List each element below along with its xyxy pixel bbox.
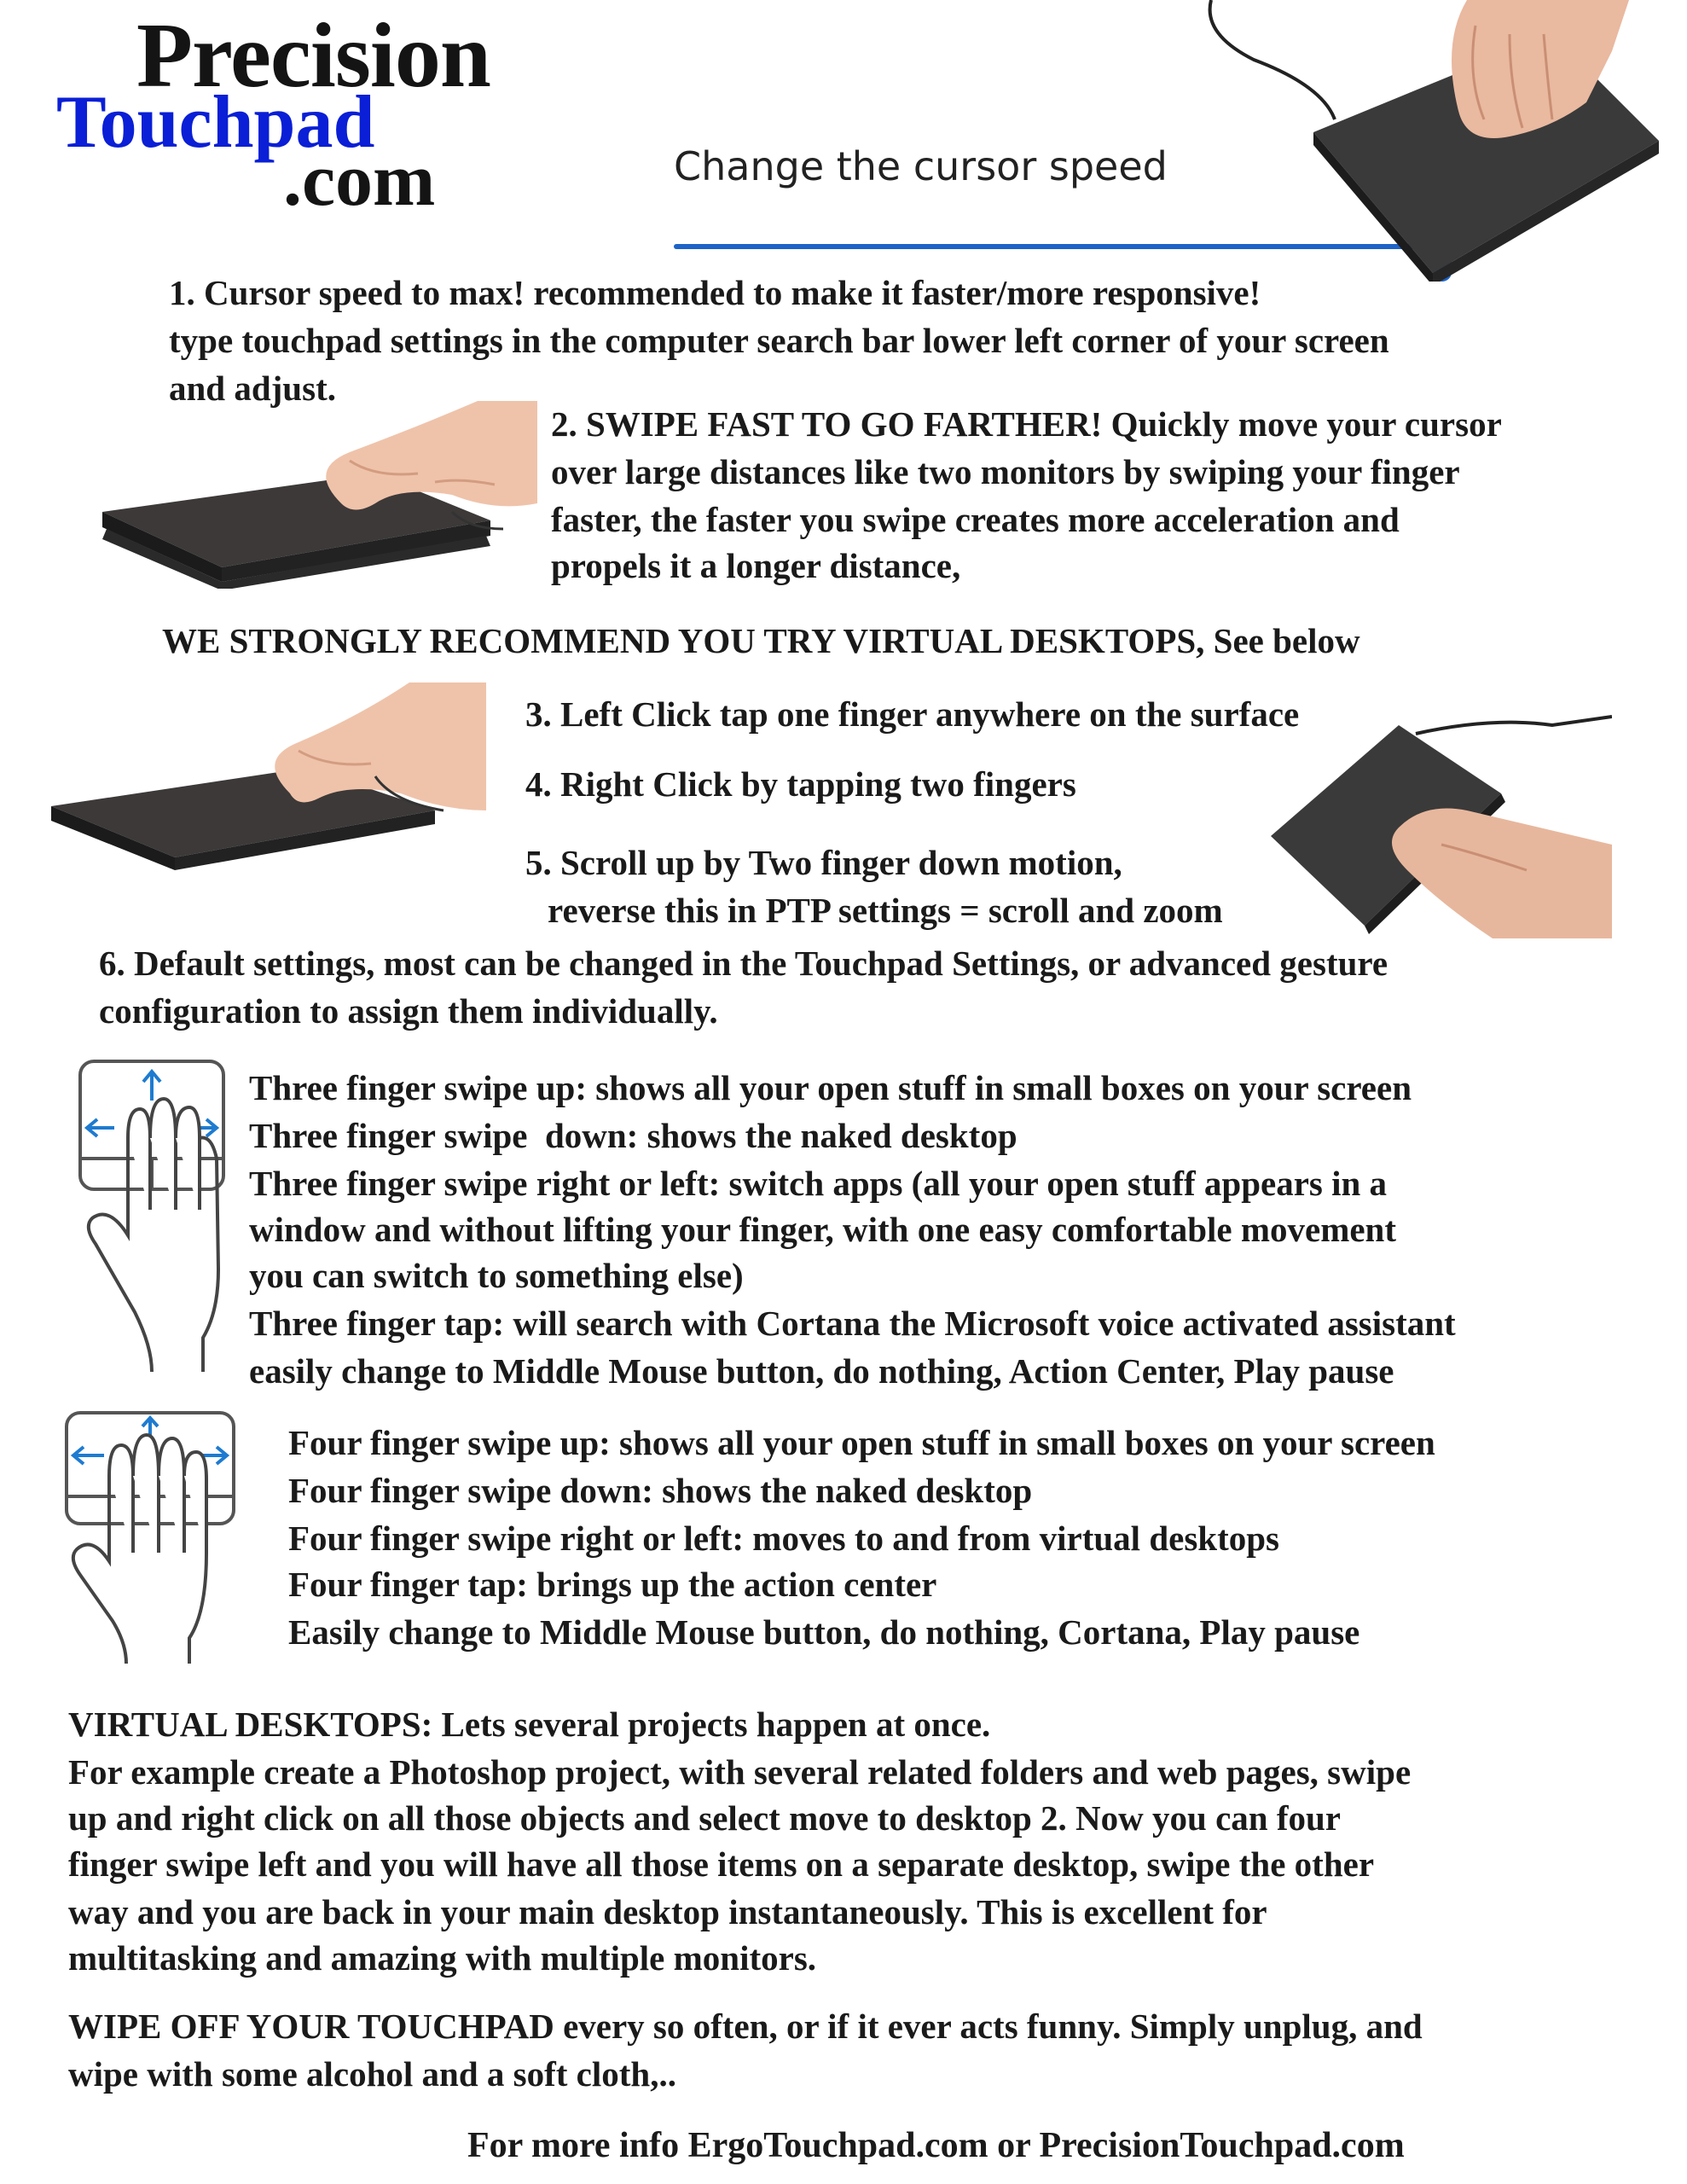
step2-line4: propels it a longer distance, — [551, 546, 961, 585]
three-finger-gesture-icon — [75, 1056, 246, 1380]
step1-line1: 1. Cursor speed to max! recommended to make it faster/more responsive! — [169, 273, 1261, 312]
three-finger-line3: Three finger swipe right or left: switch apps (all your open stuff appears in a — [249, 1164, 1388, 1203]
step2-line3: faster, the faster you swipe creates more acceleration and — [551, 500, 1400, 539]
step2-line2: over large distances like two monitors by swiping your finger — [551, 452, 1460, 491]
logo-com: .com — [283, 139, 436, 222]
step3-left-click: 3. Left Click tap one finger anywhere on the surface — [525, 694, 1300, 734]
step2-line1: 2. SWIPE FAST TO GO FARTHER! Quickly move your cursor — [551, 404, 1502, 444]
four-finger-line1: Four finger swipe up: shows all your open stuff in small boxes on your screen — [288, 1423, 1435, 1462]
logo-touchpad: Touchpad — [56, 81, 375, 164]
touchpad-scroll-photo — [1271, 700, 1612, 938]
touchpad-photo — [1186, 0, 1663, 282]
step5-line1: 5. Scroll up by Two finger down motion, — [525, 843, 1122, 882]
step6-line1: 6. Default settings, most can be changed in the Touchpad Settings, or advanced gesture — [99, 944, 1388, 983]
three-finger-line1: Three finger swipe up: shows all your open stuff in small boxes on your screen — [249, 1068, 1412, 1107]
cursor-speed-label: Change the cursor speed — [674, 143, 1168, 189]
arrow-left-icon — [87, 1119, 114, 1136]
three-finger-line6: Three finger tap: will search with Cortana the Microsoft voice activated assistant — [249, 1304, 1456, 1343]
three-finger-line2: Three finger swipe down: shows the naked desktop — [249, 1116, 1017, 1155]
footer-more-info: For more info ErgoTouchpad.com or PrecisionTouchpad.com — [467, 2126, 1405, 2165]
wipe-line1: WIPE OFF YOUR TOUCHPAD every so often, or if it ever acts funny. Simply unplug, and — [68, 2007, 1423, 2046]
step5-line2: reverse this in PTP settings = scroll and zoom — [548, 891, 1223, 930]
step4-right-click: 4. Right Click by tapping two fingers — [525, 764, 1076, 804]
touchpad-tap-photo — [34, 682, 486, 870]
virtual-desktops-line5: way and you are back in your main desktop instantaneously. This is excellent for — [68, 1892, 1267, 1931]
four-finger-line4: Four finger tap: brings up the action center — [288, 1565, 937, 1604]
arrow-left-icon — [73, 1447, 104, 1464]
step6-line2: configuration to assign them individually. — [99, 991, 718, 1031]
virtual-desktops-line2: For example create a Photoshop project, with several related folders and web pages, swipe — [68, 1752, 1412, 1792]
virtual-desktops-recommendation: WE STRONGLY RECOMMEND YOU TRY VIRTUAL DESKTOPS, See below — [162, 621, 1360, 660]
four-finger-line2: Four finger swipe down: shows the naked desktop — [288, 1471, 1033, 1510]
step1-line3: and adjust. — [169, 369, 336, 408]
four-finger-line5: Easily change to Middle Mouse button, do nothing, Cortana, Play pause — [288, 1612, 1360, 1652]
four-finger-line3: Four finger swipe right or left: moves to and from virtual desktops — [288, 1519, 1279, 1558]
four-finger-gesture-icon — [61, 1408, 249, 1664]
three-finger-line7: easily change to Middle Mouse button, do nothing, Action Center, Play pause — [249, 1351, 1394, 1391]
logo-precision: Precision — [136, 5, 490, 107]
arrow-up-icon — [143, 1072, 160, 1101]
three-finger-line4: window and without lifting your finger, with one easy comfortable movement — [249, 1210, 1397, 1249]
virtual-desktops-line4: finger swipe left and you will have all those items on a separate desktop, swipe the other — [68, 1844, 1375, 1884]
touchpad-swipe-photo — [94, 401, 537, 589]
virtual-desktops-line1: VIRTUAL DESKTOPS: Lets several projects happen at once. — [68, 1705, 991, 1744]
three-finger-line5: you can switch to something else) — [249, 1256, 744, 1295]
virtual-desktops-line6: multitasking and amazing with multiple monitors. — [68, 1938, 817, 1978]
step1-line2: type touchpad settings in the computer search bar lower left corner of your screen — [169, 321, 1389, 360]
wipe-line2: wipe with some alcohol and a soft cloth,.. — [68, 2054, 676, 2094]
virtual-desktops-line3: up and right click on all those objects and select move to desktop 2. Now you can four — [68, 1798, 1341, 1838]
